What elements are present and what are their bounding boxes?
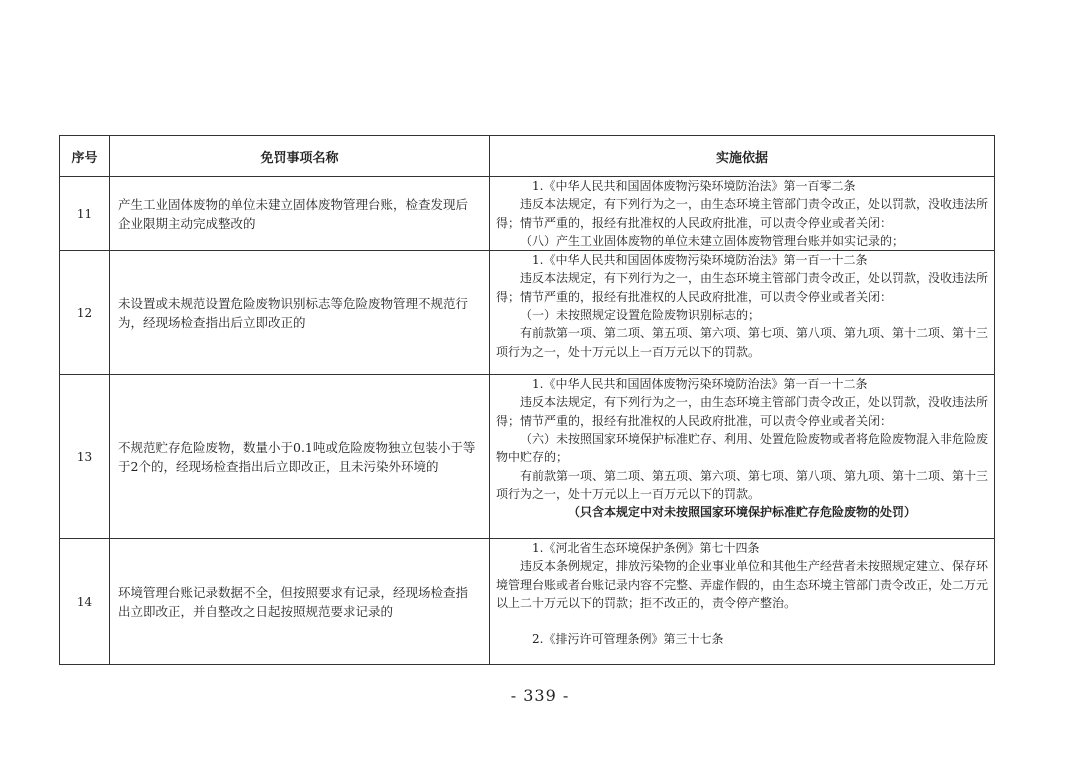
implementation-basis xyxy=(490,375,995,539)
basis-paragraph: 有前款第一项、第二项、第五项、第六项、第七项、第八项、第九项、第十二项、第十三项行为之一，处十万元以上一百万元以下的罚款。 xyxy=(496,468,989,501)
basis-paragraph: （八）产生工业固体废物的单位未建立固体废物管理台账并如实记录的； xyxy=(520,233,905,248)
table-header-row xyxy=(60,136,995,177)
row-number: 13 xyxy=(60,375,110,539)
table-row xyxy=(60,539,995,665)
table-row xyxy=(60,251,995,375)
implementation-basis xyxy=(490,251,995,375)
exemption-table xyxy=(59,135,995,665)
page-number: - 339 - xyxy=(510,686,570,705)
basis-law-title: 2.《排污许可管理条例》第三十七条 xyxy=(532,632,724,647)
basis-note: （只含本规定中对未按照国家环境保护标准贮存危险废物的处罚） xyxy=(567,505,916,520)
basis-law-title: 1.《中华人民共和国固体废物污染环境防治法》第一百一十二条 xyxy=(532,377,868,392)
basis-paragraph: 违反本法规定，有下列行为之一，由生态环境主管部门责令改正，处以罚款，没收违法所得；情节严重的，报经有批准权的人民政府批准，可以责令停业或者关闭： xyxy=(496,395,989,428)
basis-paragraph: 违反本法规定，有下列行为之一，由生态环境主管部门责令改正，处以罚款，没收违法所得；情节严重的，报经有批准权的人民政府批准，可以责令停业或者关闭： xyxy=(496,271,989,304)
header-name: 免罚事项名称 xyxy=(110,136,490,177)
header-basis: 实施依据 xyxy=(490,136,995,177)
basis-paragraph: 违反本法规定，有下列行为之一，由生态环境主管部门责令改正，处以罚款，没收违法所得；情节严重的，报经有批准权的人民政府批准，可以责令停业或者关闭： xyxy=(496,197,989,230)
basis-paragraph: （六）未按照国家环境保护标准贮存、利用、处置危险废物或者将危险废物混入非危险废物中贮存的； xyxy=(496,432,989,465)
basis-law-title: 1.《中华人民共和国固体废物污染环境防治法》第一百零二条 xyxy=(532,179,856,193)
implementation-basis xyxy=(490,539,995,665)
basis-paragraph: （一）未按照规定设置危险废物识别标志的； xyxy=(520,308,761,323)
header-no: 序号 xyxy=(60,136,110,177)
item-name: 产生工业固体废物的单位未建立固体废物管理台账，检查发现后企业限期主动完成整改的 xyxy=(110,177,490,251)
item-name: 环境管理台账记录数据不全，但按照要求有记录，经现场检查指出立即改正，并自整改之日起按照规范要求记录的 xyxy=(110,539,490,665)
basis-law-title: 1.《中华人民共和国固体废物污染环境防治法》第一百一十二条 xyxy=(532,253,868,268)
implementation-basis xyxy=(490,177,995,251)
basis-paragraph: 有前款第一项、第二项、第五项、第六项、第七项、第八项、第九项、第十二项、第十三项行为之一，处十万元以上一百万元以下的罚款。 xyxy=(496,326,989,359)
row-number: 14 xyxy=(60,539,110,665)
basis-spacer xyxy=(496,612,988,630)
table-row xyxy=(60,177,995,251)
item-name: 不规范贮存危险废物，数量小于0.1吨或危险废物独立包装小于等于2个的，经现场检查指出后立即改正，且未污染外环境的 xyxy=(110,375,490,539)
table-row xyxy=(60,375,995,539)
basis-law-title: 1.《河北省生态环境保护条例》第七十四条 xyxy=(532,541,760,556)
item-name: 未设置或未规范设置危险废物识别标志等危险废物管理不规范行为，经现场检查指出后立即改正的 xyxy=(110,251,490,375)
basis-paragraph: 违反本条例规定，排放污染物的企业事业单位和其他生产经营者未按照规定建立、保存环境管理台账或者台账记录内容不完整、弄虚作假的，由生态环境主管部门责令改正，处二万元以上二十万元以下的罚款；拒不改正的，责令停产整治。 xyxy=(496,559,989,611)
row-number: 11 xyxy=(60,177,110,251)
row-number: 12 xyxy=(60,251,110,375)
